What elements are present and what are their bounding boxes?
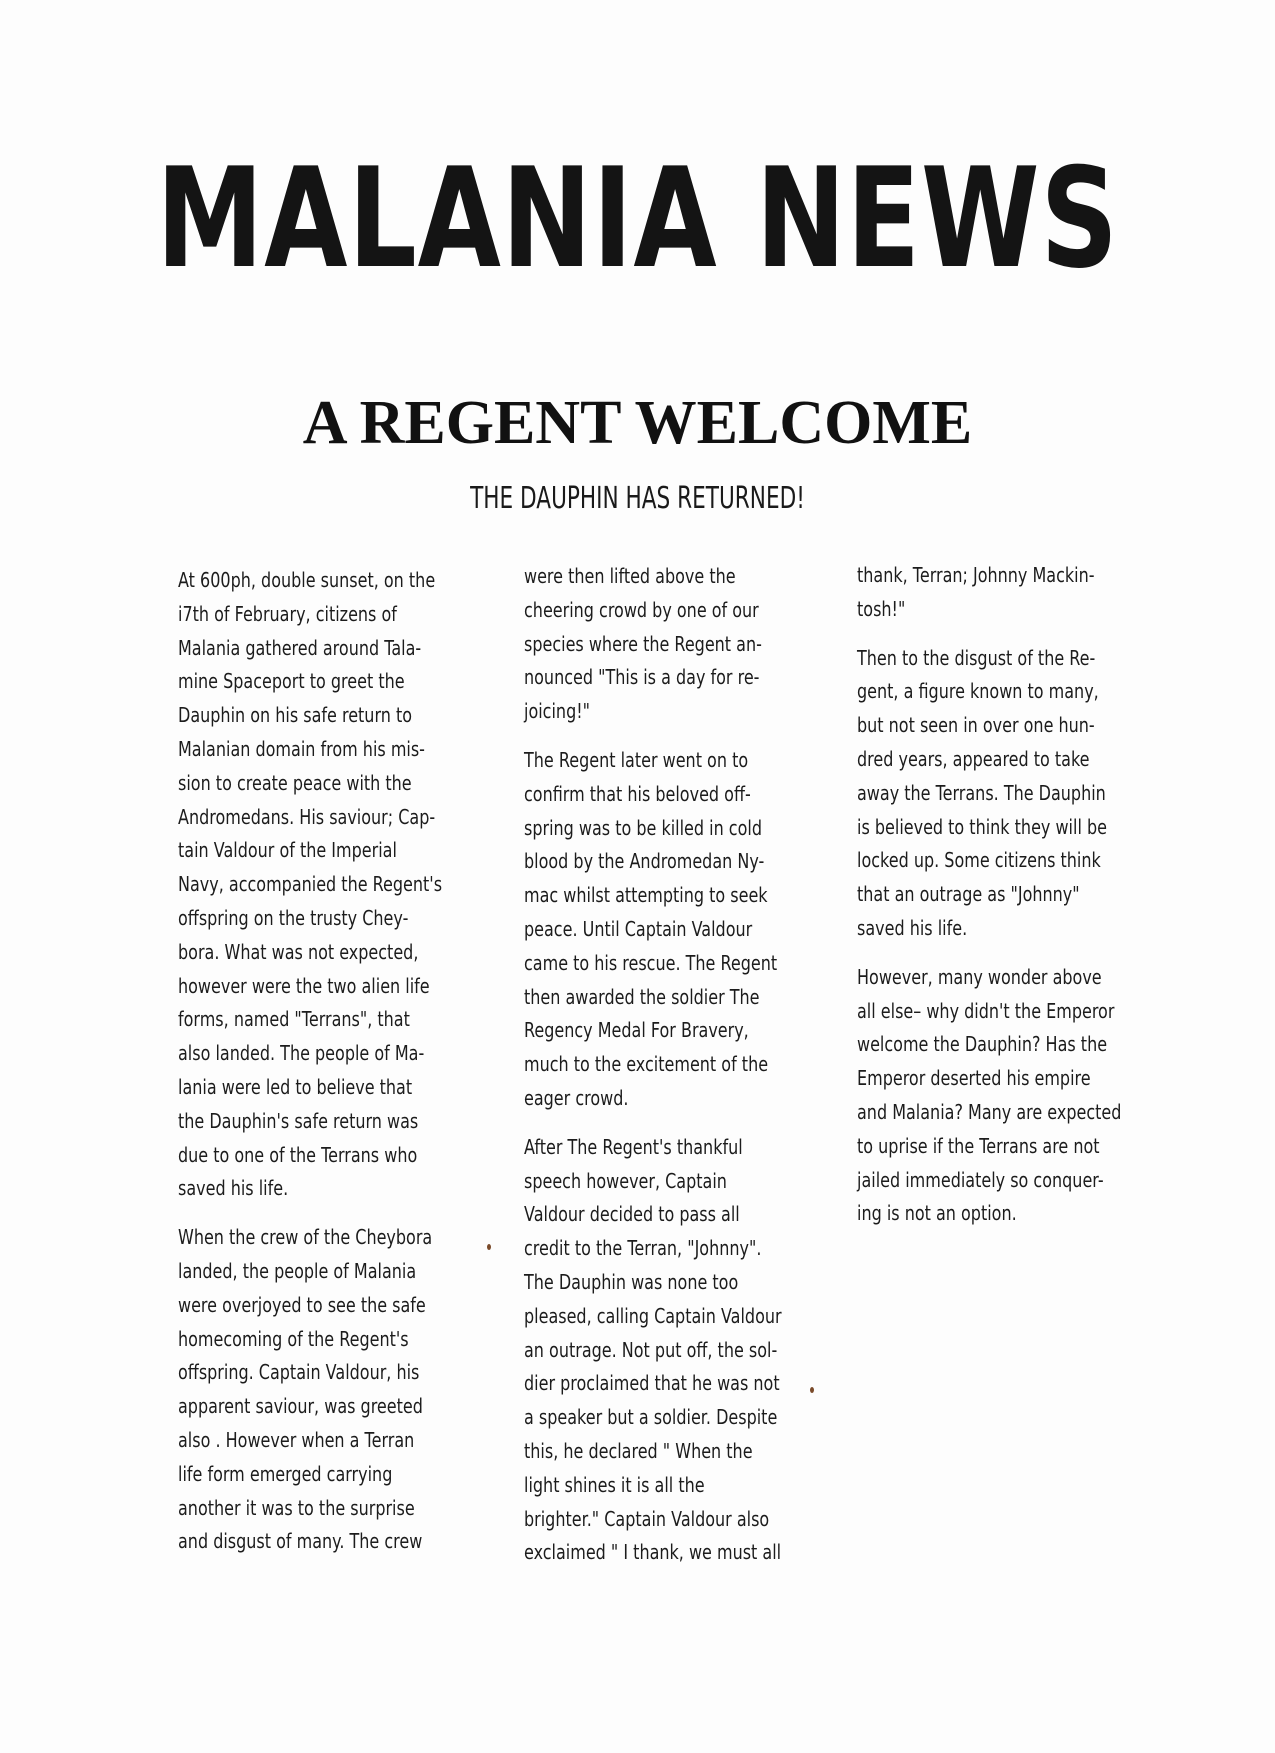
paper-speck — [810, 1387, 814, 1393]
article-paragraph: were then lifted above the cheering crowd by one of our species where the Regent an- nounced "This is a day for re- joicing!" — [524, 564, 762, 724]
paper-speck — [487, 1244, 491, 1250]
article-paragraph: However, many wonder above all else– why didn't the Emperor welcome the Dauphin? Has the Emperor deserted his empire and Malania? Many are expected to uprise if the Terrans are not jailed immediately so conquer- ing is not an option. — [857, 964, 1122, 1226]
article-paragraph: Then to the disgust of the Re- gent, a figure known to many, but not seen in over one hun- dred years, appeared to take away the Terrans. The Dauphin is believed to think they will be locked up. Some citizens think that an outrage as "Johnny" saved his life. — [857, 645, 1107, 940]
masthead-title: MALANIA NEWS — [156, 138, 1119, 299]
article-paragraph: thank, Terran; Johnny Mackin- tosh!" — [857, 563, 1095, 621]
article-paragraph: After The Regent's thankful speech however, Captain Valdour decided to pass all credit to the Terran, "Johnny". The Dauphin was none too pleased, calling Captain Valdour an outrage. Not put off, the sol- dier proclaimed that he was not a speaker but a soldier. Despite this, he declared " When the light shines it is all the brighter." Captain Valdour also exclaimed " I thank, we must all — [524, 1134, 782, 1565]
article-subheadline: THE DAUPHIN HAS RETURNED! — [470, 481, 805, 516]
article-column-2 — [524, 560, 792, 1585]
article-paragraph: The Regent later went on to confirm that his beloved off- spring was to be killed in cold blood by the Andromedan Ny- mac whilst attempting to seek peace. Until Captain Valdour came to his rescue. The Regent then awarded the soldier The Regency Medal For Bravery, much to the excitement of the eager crowd. — [524, 747, 778, 1110]
article-paragraph: When the crew of the Cheybora landed, the people of Malania were overjoyed to see the safe homecoming of the Regent's offspring. Captain Valdour, his apparent saviour, was greeted also . However when a Terran life form emerged carrying another it was to the surprise and disgust of many. The crew — [178, 1225, 433, 1554]
article-column-1 — [178, 564, 446, 1574]
article-paragraph: At 600ph, double sunset, on the i7th of February, citizens of Malania gathered around Tala- mine Spaceport to greet the Dauphin on his safe return to Malanian domain from his mis- sion to create peace with the Andromedans. His saviour; Cap- tain Valdour of the Imperial Navy, accompanied the Regent's offspring on the trusty Chey- bora. What was not expected, however were the two alien life forms, named "Terrans", that also landed. The people of Ma- lania were led to believe that the Dauphin's safe return was due to one of the Terrans who saved his life. — [178, 568, 443, 1201]
article-headline: A REGENT WELCOME — [302, 389, 973, 457]
article-column-3 — [857, 559, 1125, 1246]
